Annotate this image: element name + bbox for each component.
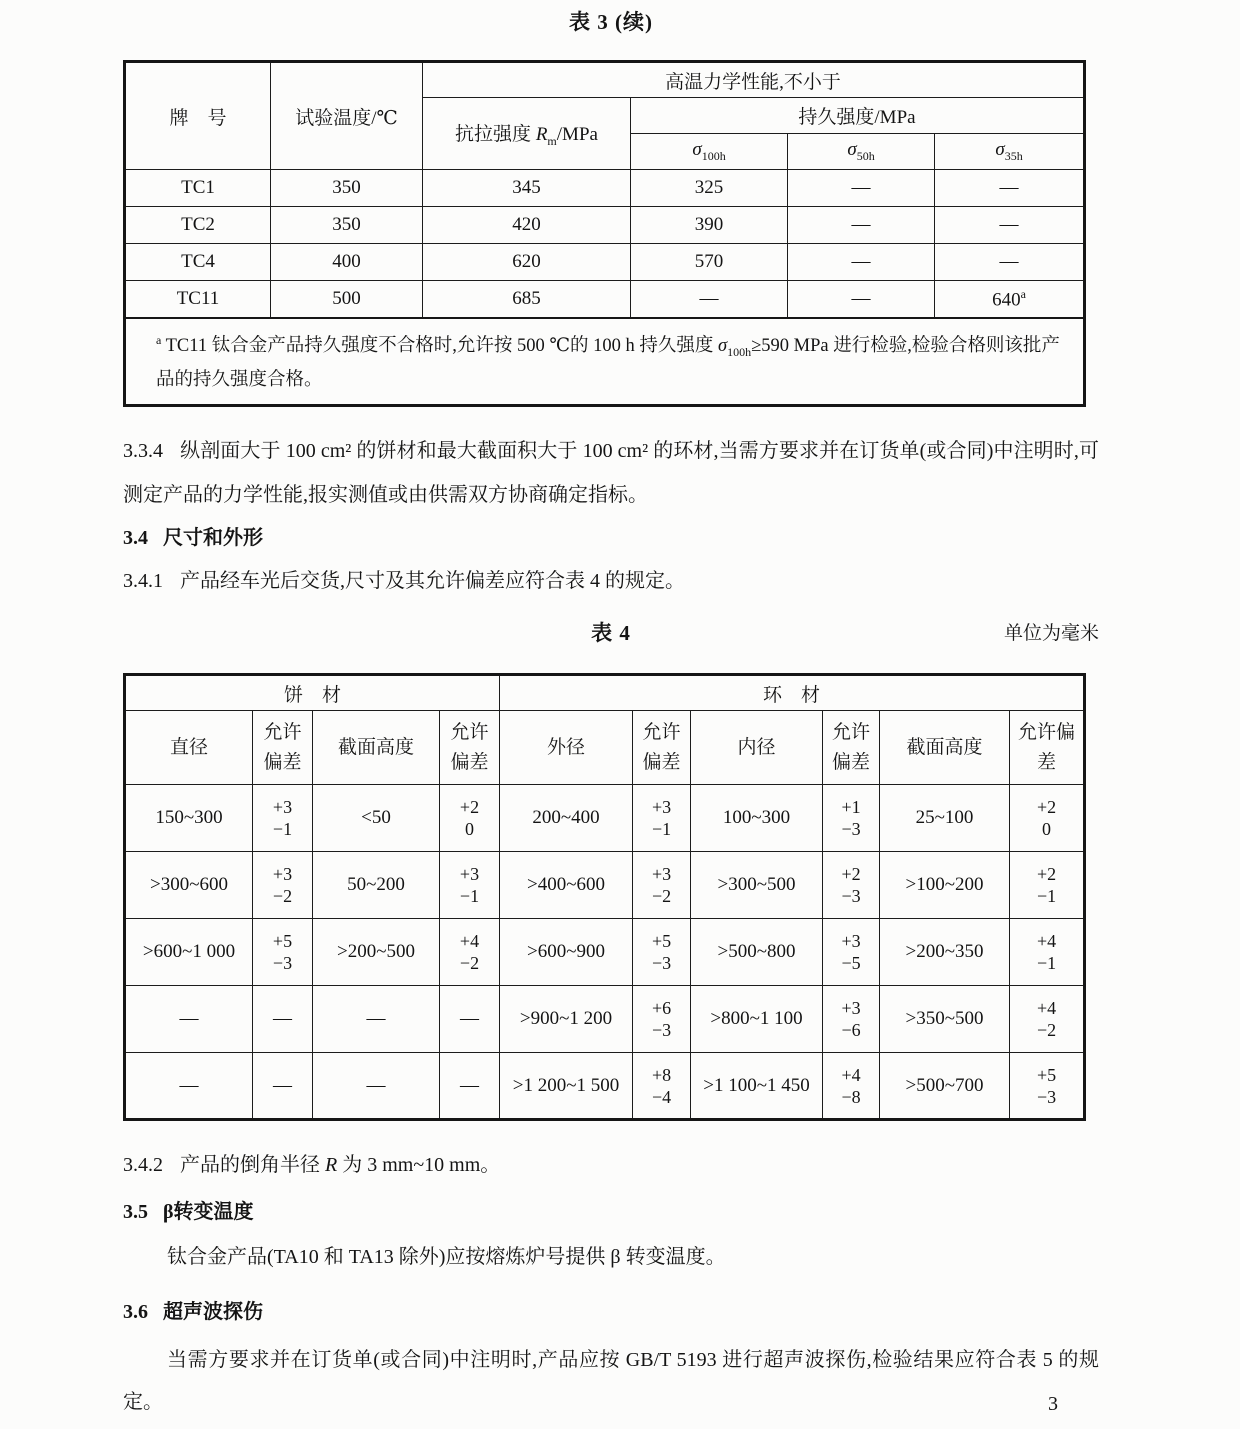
table4-cell: >1 100~1 450 bbox=[691, 1053, 823, 1120]
table3-header-tensile bbox=[423, 98, 631, 170]
table4-cell: +8 −4 bbox=[633, 1053, 691, 1120]
tensile-label: 抗拉强度 bbox=[455, 123, 536, 145]
sigma-symbol: σ bbox=[995, 139, 1005, 161]
table3-cell: — bbox=[788, 170, 935, 207]
table4-unit-note: 单位为毫米 bbox=[1003, 623, 1099, 645]
table4-cell: — bbox=[125, 986, 253, 1053]
section-title: β转变温度 bbox=[163, 1201, 254, 1224]
table4-row bbox=[125, 852, 1085, 919]
table4-row bbox=[125, 919, 1085, 986]
table4-cell: — bbox=[253, 1053, 313, 1120]
table3-cell: — bbox=[788, 244, 935, 281]
section-title: 尺寸和外形 bbox=[163, 527, 263, 550]
radius-symbol: R bbox=[325, 1154, 338, 1177]
table4-group-disc: 饼 材 bbox=[125, 675, 500, 711]
section-3-5-text: 钛合金产品(TA10 和 TA13 除外)应按熔炼炉号提供 β 转变温度。 bbox=[167, 1246, 726, 1269]
table4-col-header: 允许偏差 bbox=[633, 711, 691, 785]
table4-column-header-row bbox=[125, 711, 1085, 785]
document-page bbox=[123, 0, 1099, 1423]
table4-col-header: 允许偏差 bbox=[440, 711, 500, 785]
section-3-4-1 bbox=[123, 559, 1099, 603]
table4-cell: >200~500 bbox=[313, 919, 440, 986]
sigma-symbol: σ bbox=[847, 139, 857, 161]
table4-cell: +4 −1 bbox=[1010, 919, 1085, 986]
table3 bbox=[123, 60, 1086, 407]
table4-col-header: 允许偏差 bbox=[253, 711, 313, 785]
table4-cell: +2 0 bbox=[440, 785, 500, 852]
sigma-sub: 50h bbox=[856, 148, 875, 163]
table4-cell: +3 −1 bbox=[633, 785, 691, 852]
table3-cell: 570 bbox=[631, 244, 788, 281]
table4-cell: +3 −6 bbox=[823, 986, 880, 1053]
table4-cell: >800~1 100 bbox=[691, 986, 823, 1053]
table3-caption: 表 3 (续) bbox=[569, 10, 653, 34]
table3-cell: — bbox=[935, 170, 1085, 207]
table3-row bbox=[125, 207, 1085, 244]
tensile-symbol-sub: m bbox=[547, 133, 557, 148]
table4-cell: +3 −1 bbox=[253, 785, 313, 852]
table4-cell: 200~400 bbox=[500, 785, 633, 852]
table4-group-ring: 环 材 bbox=[500, 675, 1085, 711]
sigma-symbol: σ bbox=[718, 335, 728, 356]
table3-cell: 620 bbox=[423, 244, 631, 281]
table4-cell: >300~500 bbox=[691, 852, 823, 919]
section-title: 超声波探伤 bbox=[163, 1301, 263, 1324]
table4-cell: +4 −8 bbox=[823, 1053, 880, 1120]
table4-cell: +3 −2 bbox=[633, 852, 691, 919]
table4-cell: >1 200~1 500 bbox=[500, 1053, 633, 1120]
table4-cell: +2 −1 bbox=[1010, 852, 1085, 919]
table3-cell: 390 bbox=[631, 207, 788, 244]
table3-header-endurance-group: 持久强度/MPa bbox=[631, 98, 1085, 134]
footnote-marker: a bbox=[156, 332, 162, 347]
table3-row bbox=[125, 244, 1085, 281]
sigma-sub: 35h bbox=[1004, 148, 1023, 163]
table3-cell: 685 bbox=[423, 281, 631, 318]
table4-cell: >900~1 200 bbox=[500, 986, 633, 1053]
table3-cell: 350 bbox=[271, 170, 423, 207]
table4-col-header: 外径 bbox=[500, 711, 633, 785]
table4-cell: +6 −3 bbox=[633, 986, 691, 1053]
table4-cell: +5 −3 bbox=[1010, 1053, 1085, 1120]
table4-cell: >600~900 bbox=[500, 919, 633, 986]
table3-header-high-temp-group: 高温力学性能,不小于 bbox=[423, 62, 1085, 98]
tensile-symbol: R bbox=[535, 123, 548, 145]
table4-cell: <50 bbox=[313, 785, 440, 852]
table4-col-header: 截面高度 bbox=[880, 711, 1010, 785]
section-3-4-heading bbox=[123, 519, 1099, 557]
table4-cell: +4 −2 bbox=[1010, 986, 1085, 1053]
table4-caption: 表 4 bbox=[591, 621, 631, 646]
table3-row bbox=[125, 170, 1085, 207]
table3-cell: — bbox=[631, 281, 788, 318]
table3-cell: 325 bbox=[631, 170, 788, 207]
table3-header-grade: 牌 号 bbox=[125, 62, 271, 170]
table4-cell: — bbox=[125, 1053, 253, 1120]
section-text: 产品经车光后交货,尺寸及其允许偏差应符合表 4 的规定。 bbox=[180, 570, 685, 593]
section-text: 为 3 mm~10 mm。 bbox=[337, 1154, 501, 1177]
footnote-text: TC11 钛合金产品持久强度不合格时,允许按 500 ℃的 100 h 持久强度 bbox=[161, 335, 719, 356]
table4-cell: — bbox=[440, 1053, 500, 1120]
table4-cell: >500~800 bbox=[691, 919, 823, 986]
table4-cell: 25~100 bbox=[880, 785, 1010, 852]
table4-cell: — bbox=[313, 986, 440, 1053]
footnote-text: ≥590 MPa 进行检验,检验合格则该批产品的持久强度合格。 bbox=[156, 335, 1060, 391]
table4-row bbox=[125, 1053, 1085, 1120]
table4-cell: >500~700 bbox=[880, 1053, 1010, 1120]
table3-cell: 350 bbox=[271, 207, 423, 244]
section-3-6-heading bbox=[123, 1293, 1099, 1331]
table3-header-sigma-35h bbox=[935, 134, 1085, 170]
table3-cell: — bbox=[788, 207, 935, 244]
table3-cell: TC11 bbox=[125, 281, 271, 318]
section-number: 3.6 bbox=[123, 1301, 148, 1324]
section-3-6-text: 当需方要求并在订货单(或合同)中注明时,产品应按 GB/T 5193 进行超声波探伤,检验结果应符合表 5 的规定。 bbox=[123, 1349, 1099, 1414]
table4-cell: +4 −2 bbox=[440, 919, 500, 986]
table3-header-sigma-100h bbox=[631, 134, 788, 170]
table4-cell: 150~300 bbox=[125, 785, 253, 852]
table4-col-header: 直径 bbox=[125, 711, 253, 785]
table3-footnote-row bbox=[125, 318, 1085, 406]
table3-cell: TC1 bbox=[125, 170, 271, 207]
table4-col-header: 内径 bbox=[691, 711, 823, 785]
table4-cell: +3 −5 bbox=[823, 919, 880, 986]
table4-cell: >600~1 000 bbox=[125, 919, 253, 986]
section-number: 3.3.4 bbox=[123, 440, 163, 463]
table4-row bbox=[125, 785, 1085, 852]
table4-cell: >400~600 bbox=[500, 852, 633, 919]
table4-cell: 100~300 bbox=[691, 785, 823, 852]
table4-col-header: 截面高度 bbox=[313, 711, 440, 785]
section-3-5-heading bbox=[123, 1193, 1099, 1231]
table4-cell: — bbox=[253, 986, 313, 1053]
section-text: 纵剖面大于 100 cm² 的饼材和最大截面积大于 100 cm² 的环材,当需方要求并在订货单(或合同)中注明时,可测定产品的力学性能,报实测值或由供需双方协商确定指标。 bbox=[123, 440, 1099, 507]
table4-cell: >200~350 bbox=[880, 919, 1010, 986]
table3-cell: 345 bbox=[423, 170, 631, 207]
section-number: 3.5 bbox=[123, 1201, 148, 1224]
table3-cell: TC4 bbox=[125, 244, 271, 281]
table3-cell: — bbox=[935, 207, 1085, 244]
table4-cell: +3 −2 bbox=[253, 852, 313, 919]
section-number: 3.4 bbox=[123, 527, 148, 550]
table3-header-test-temp: 试验温度/℃ bbox=[271, 62, 423, 170]
sigma-sub: 100h bbox=[701, 148, 726, 163]
table3-footnote bbox=[125, 318, 1085, 406]
section-number: 3.4.1 bbox=[123, 570, 163, 593]
page-number: 3 bbox=[1048, 1393, 1058, 1415]
table4-cell: +5 −3 bbox=[253, 919, 313, 986]
section-text: 产品的倒角半径 bbox=[180, 1154, 325, 1177]
section-3-4-2 bbox=[123, 1145, 1099, 1185]
table4-cell: +2 0 bbox=[1010, 785, 1085, 852]
table4-cell: +2 −3 bbox=[823, 852, 880, 919]
sigma-sub: 100h bbox=[727, 344, 752, 359]
sigma-symbol: σ bbox=[692, 139, 702, 161]
table4-group-row bbox=[125, 675, 1085, 711]
table4-col-header: 允许偏差 bbox=[823, 711, 880, 785]
table3-cell: 500 bbox=[271, 281, 423, 318]
table3-cell: — bbox=[935, 244, 1085, 281]
table3-cell: 640$^a$ bbox=[935, 281, 1085, 318]
table3-cell: — bbox=[788, 281, 935, 318]
table3-header-sigma-50h bbox=[788, 134, 935, 170]
table4-cell: >100~200 bbox=[880, 852, 1010, 919]
table4 bbox=[123, 673, 1086, 1121]
table4-cell: +5 −3 bbox=[633, 919, 691, 986]
table4-cell: +1 −3 bbox=[823, 785, 880, 852]
table4-cell: +3 −1 bbox=[440, 852, 500, 919]
table4-cell: >350~500 bbox=[880, 986, 1010, 1053]
table3-row bbox=[125, 281, 1085, 318]
table4-cell: >300~600 bbox=[125, 852, 253, 919]
tensile-unit: /MPa bbox=[556, 123, 598, 145]
table3-cell: 420 bbox=[423, 207, 631, 244]
table3-header-row-1 bbox=[125, 62, 1085, 98]
table4-cell: — bbox=[440, 986, 500, 1053]
table4-cell: — bbox=[313, 1053, 440, 1120]
table4-row bbox=[125, 986, 1085, 1053]
table4-caption-row bbox=[123, 621, 1099, 645]
section-3-3-4 bbox=[123, 429, 1099, 517]
table4-col-header: 允许偏差 bbox=[1010, 711, 1085, 785]
table3-cell: 400 bbox=[271, 244, 423, 281]
table4-cell: 50~200 bbox=[313, 852, 440, 919]
section-number: 3.4.2 bbox=[123, 1154, 163, 1177]
table3-cell: TC2 bbox=[125, 207, 271, 244]
